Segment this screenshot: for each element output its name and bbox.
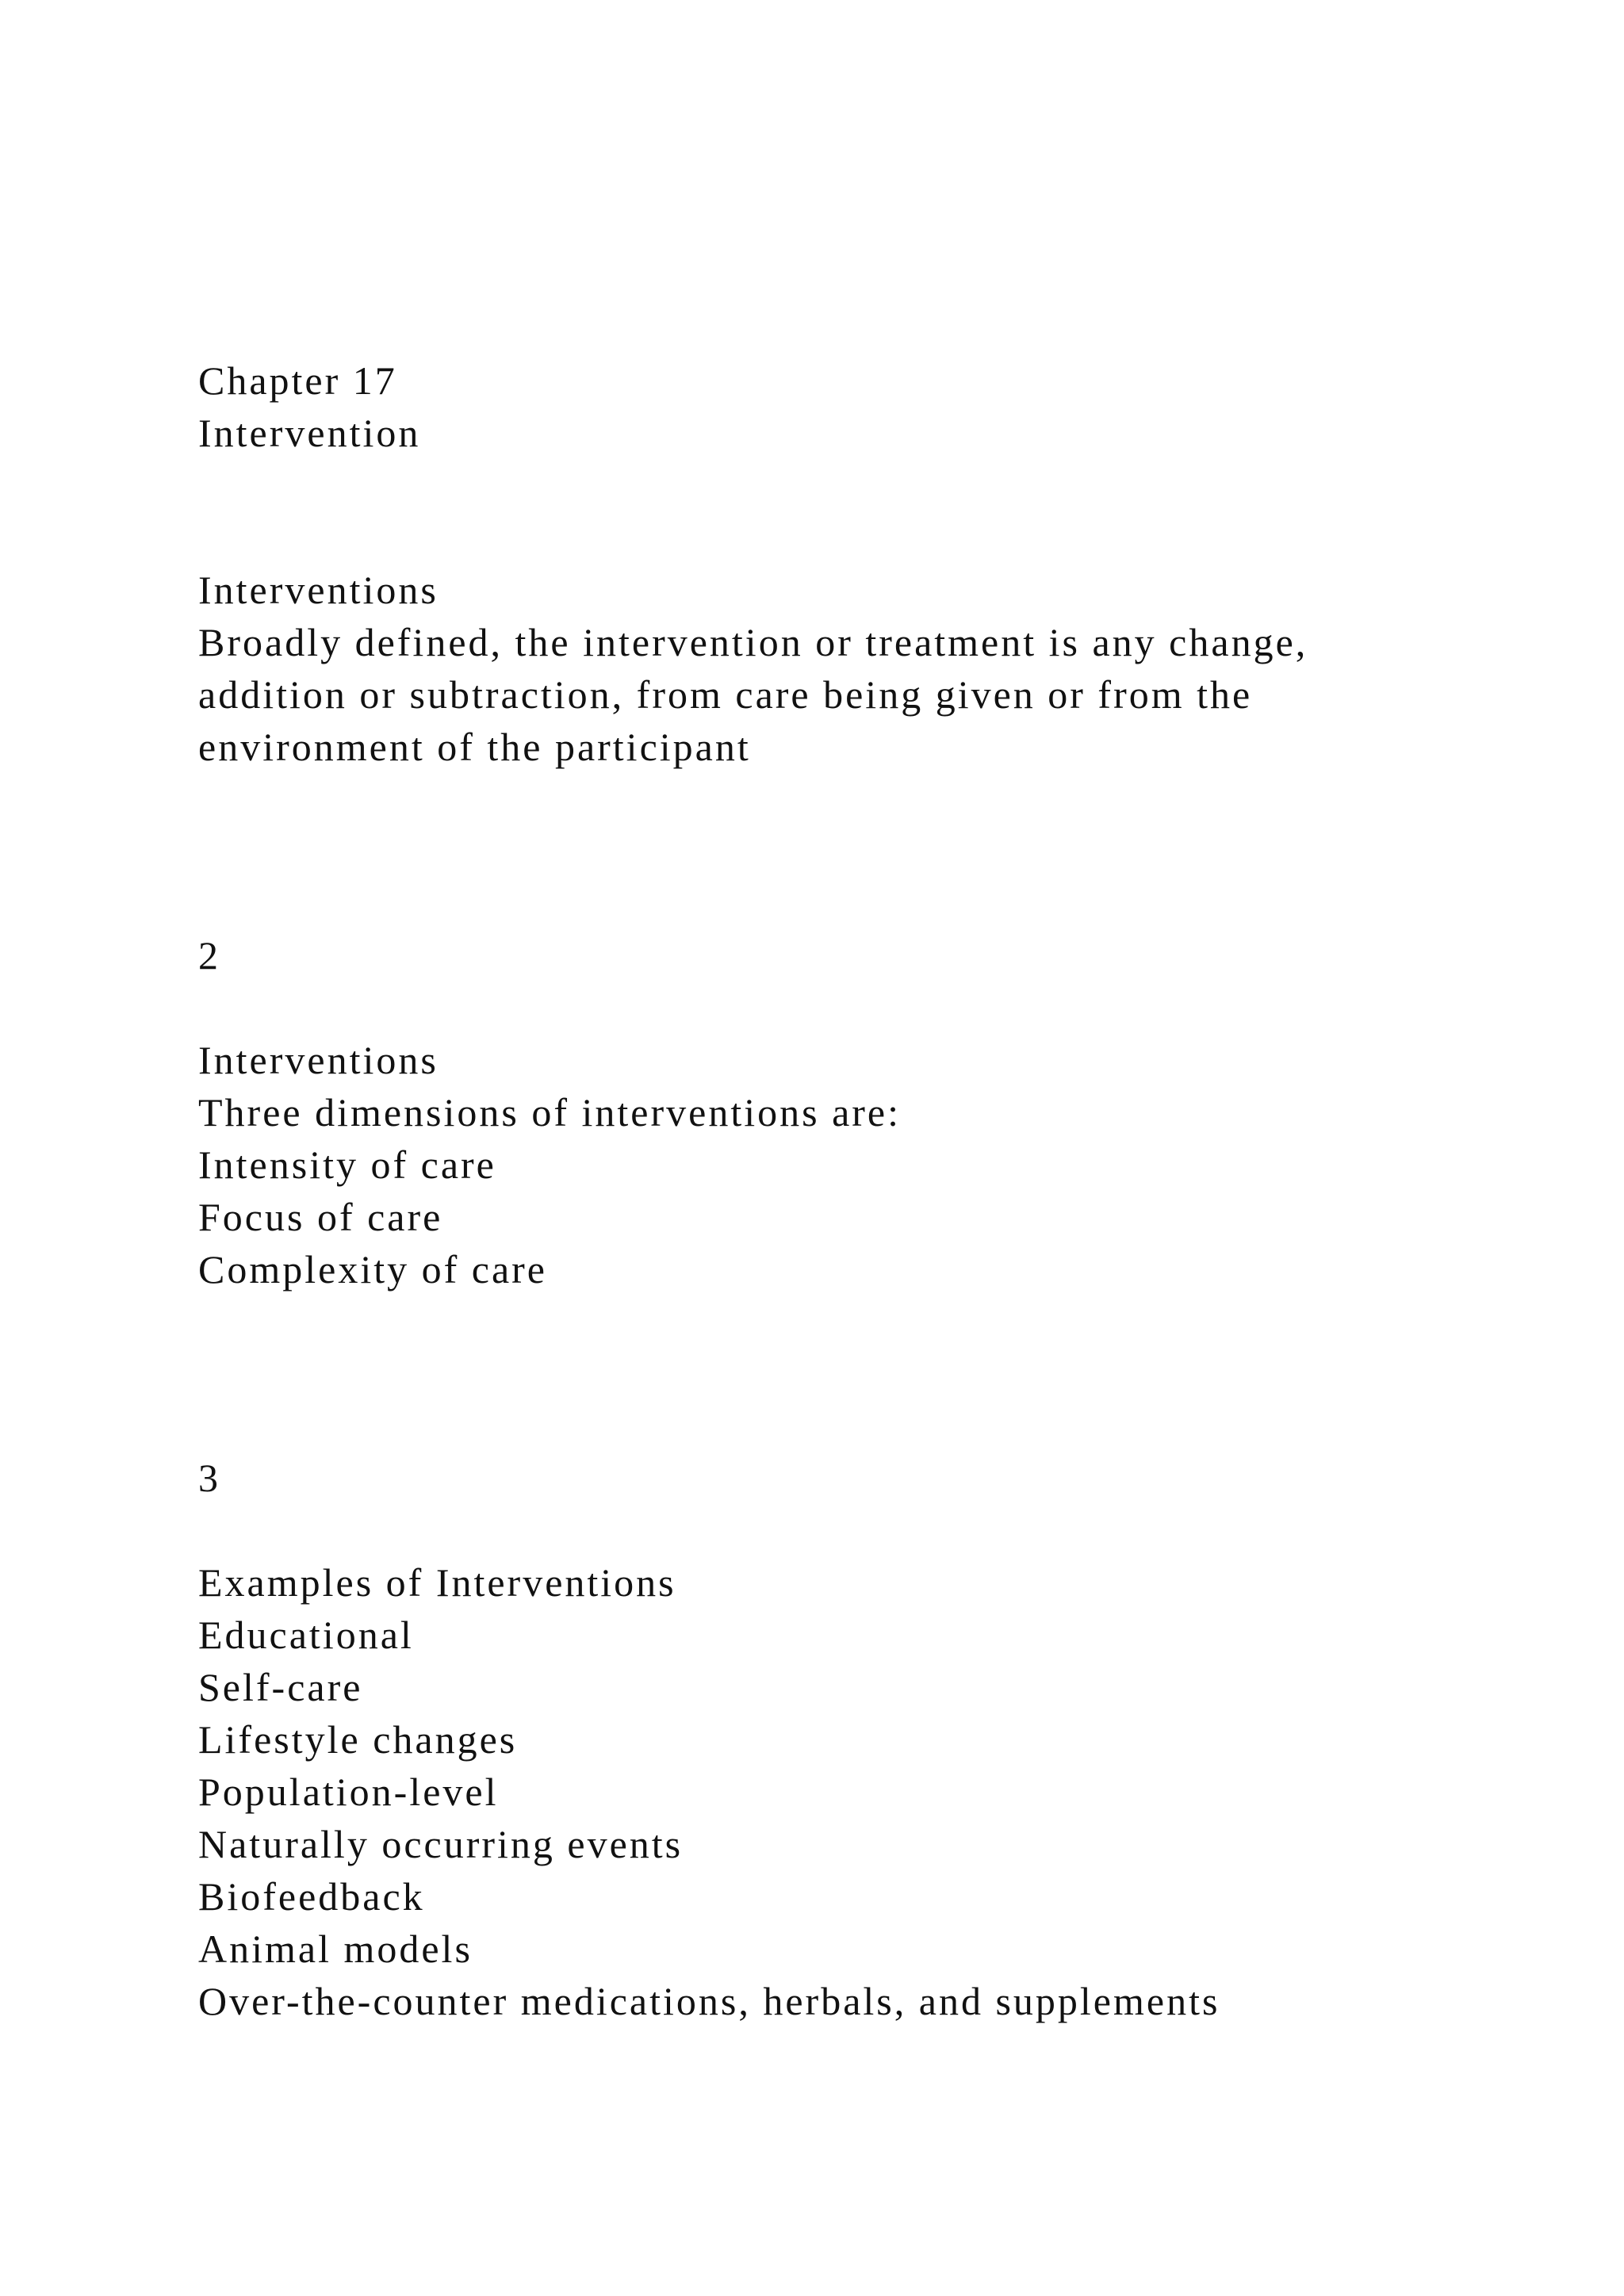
section-heading-dimensions: Interventions bbox=[198, 1038, 439, 1082]
list-item: Complexity of care bbox=[198, 1247, 547, 1292]
list-item: Intensity of care bbox=[198, 1142, 496, 1187]
list-item: Biofeedback bbox=[198, 1874, 425, 1919]
list-item: Population-level bbox=[198, 1770, 499, 1814]
page-number-2: 2 bbox=[198, 933, 220, 978]
chapter-title: Intervention bbox=[198, 411, 421, 455]
chapter-label: Chapter 17 bbox=[198, 358, 397, 403]
section-heading-interventions: Interventions bbox=[198, 568, 439, 612]
definition-line-2: addition or subtraction, from care being given or from the bbox=[198, 672, 1253, 717]
definition-line-3: environment of the participant bbox=[198, 725, 751, 769]
page-number-3: 3 bbox=[198, 1456, 220, 1500]
list-item: Naturally occurring events bbox=[198, 1822, 684, 1866]
dimensions-intro: Three dimensions of interventions are: bbox=[198, 1090, 901, 1135]
section-heading-examples: Examples of Interventions bbox=[198, 1560, 676, 1605]
list-item: Lifestyle changes bbox=[198, 1717, 518, 1762]
list-item: Self-care bbox=[198, 1665, 363, 1709]
list-item: Educational bbox=[198, 1613, 414, 1657]
definition-line-1: Broadly defined, the intervention or treatment is any change, bbox=[198, 620, 1308, 664]
list-item: Over-the-counter medications, herbals, and supplements bbox=[198, 1979, 1220, 2023]
list-item: Focus of care bbox=[198, 1195, 443, 1239]
list-item: Animal models bbox=[198, 1927, 473, 1971]
